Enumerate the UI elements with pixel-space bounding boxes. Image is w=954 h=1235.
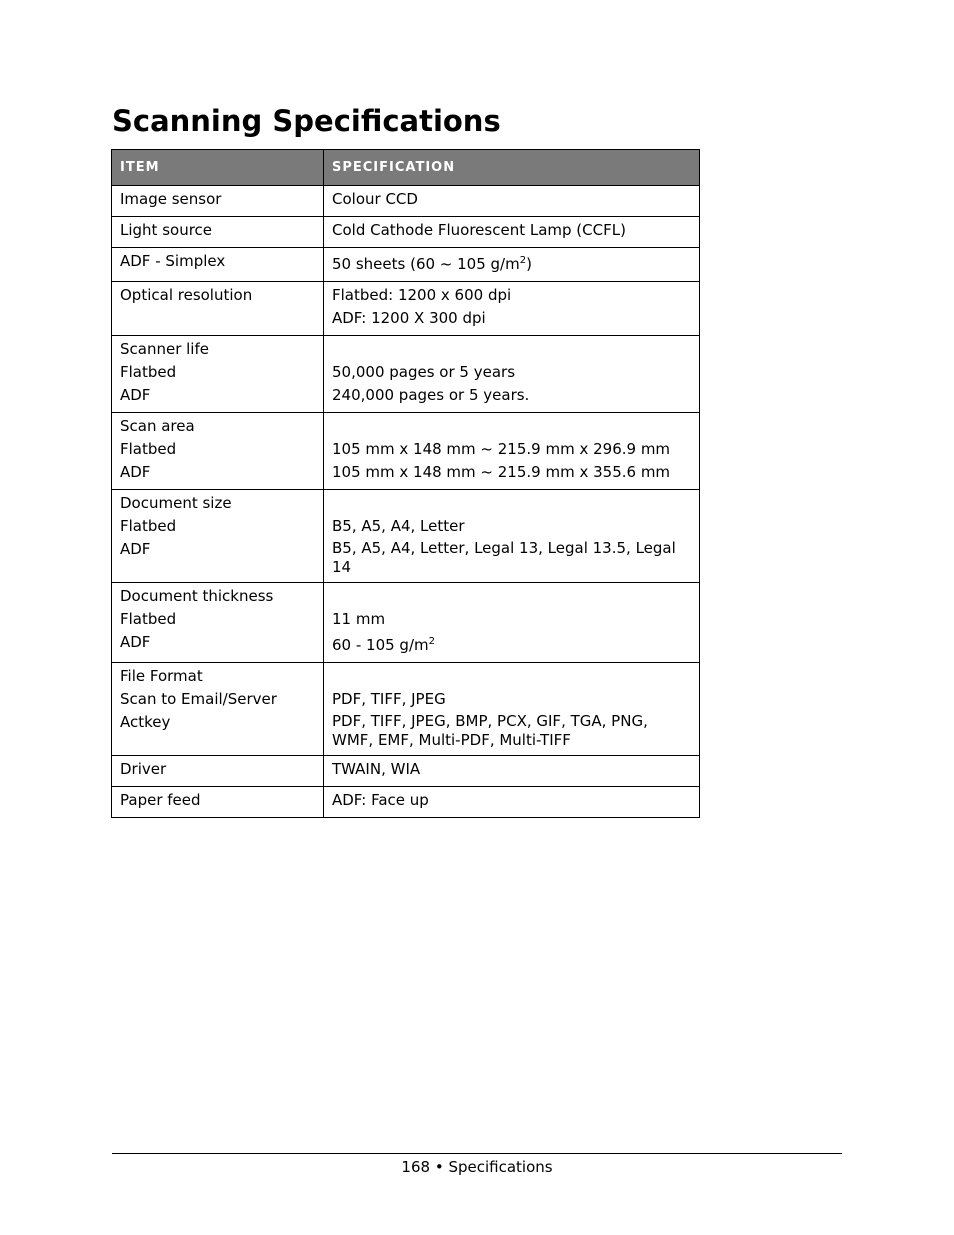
item-cell — [112, 248, 324, 282]
item-label: Image sensor — [120, 190, 222, 208]
footer-separator: • — [434, 1158, 444, 1176]
spec-cell — [324, 282, 700, 336]
spec-cell — [324, 490, 700, 583]
spec-value: PDF, TIFF, JPEG — [332, 690, 446, 708]
item-sublabel: ADF — [120, 386, 151, 404]
spec-text: 60 - 105 g/m — [332, 636, 429, 654]
item-sublabel: ADF — [120, 540, 151, 558]
item-cell — [112, 663, 324, 756]
spec-cell — [324, 663, 700, 756]
item-cell — [112, 490, 324, 583]
table-row — [112, 186, 700, 217]
spec-value: B5, A5, A4, Letter, Legal 13, Legal 13.5, Legal 14 — [332, 539, 676, 576]
spec-value: ADF: Face up — [332, 791, 429, 809]
table-row — [112, 282, 700, 336]
item-cell — [112, 336, 324, 413]
table-row — [112, 583, 700, 663]
item-label: Document size — [120, 494, 232, 512]
spec-value: TWAIN, WIA — [332, 760, 421, 778]
item-label: Optical resolution — [120, 286, 253, 304]
spec-value: B5, A5, A4, Letter — [332, 517, 465, 535]
item-cell — [112, 583, 324, 663]
page-title: Scanning Specifications — [112, 104, 501, 138]
spec-value: Flatbed: 1200 x 600 dpi — [332, 286, 512, 304]
table-row — [112, 413, 700, 490]
page-footer — [112, 1156, 842, 1178]
column-header-specification: SPECIFICATION — [324, 150, 700, 186]
item-cell — [112, 413, 324, 490]
item-label: Scan area — [120, 417, 195, 435]
spec-cell — [324, 787, 700, 818]
footer-section: Specifications — [448, 1158, 553, 1176]
table-row — [112, 663, 700, 756]
item-cell — [112, 282, 324, 336]
item-label: Document thickness — [120, 587, 274, 605]
table-row — [112, 248, 700, 282]
item-label: File Format — [120, 667, 203, 685]
spec-cell — [324, 756, 700, 787]
table-header-row — [112, 150, 700, 186]
spec-value: 105 mm x 148 mm ~ 215.9 mm x 355.6 mm — [332, 463, 671, 481]
item-cell — [112, 186, 324, 217]
spec-cell — [324, 413, 700, 490]
item-sublabel: Flatbed — [120, 517, 177, 535]
spec-value: 240,000 pages or 5 years. — [332, 386, 530, 404]
specifications-table — [111, 149, 700, 818]
item-cell — [112, 217, 324, 248]
spec-cell — [324, 186, 700, 217]
table-row — [112, 336, 700, 413]
spec-value: Colour CCD — [332, 190, 418, 208]
item-sublabel: Flatbed — [120, 610, 177, 628]
spec-value: ADF: 1200 X 300 dpi — [332, 309, 486, 327]
column-header-item: ITEM — [112, 150, 324, 186]
item-sublabel: ADF — [120, 633, 151, 651]
spec-cell — [324, 336, 700, 413]
spec-text: 50 sheets (60 ~ 105 g/m — [332, 255, 520, 273]
spec-value: PDF, TIFF, JPEG, BMP, PCX, GIF, TGA, PNG, WMF, EMF, Multi-PDF, Multi-TIFF — [332, 712, 648, 749]
item-label: Light source — [120, 221, 213, 239]
superscript: 2 — [428, 636, 435, 647]
spec-value — [332, 253, 691, 276]
superscript: 2 — [519, 255, 527, 266]
item-label: Scanner life — [120, 340, 209, 358]
item-label: ADF - Simplex — [120, 252, 226, 270]
spec-value: Cold Cathode Fluorescent Lamp (CCFL) — [332, 221, 626, 239]
table-row — [112, 217, 700, 248]
spec-value — [332, 634, 691, 657]
spec-value: 105 mm x 148 mm ~ 215.9 mm x 296.9 mm — [332, 440, 671, 458]
table-row — [112, 490, 700, 583]
item-sublabel: ADF — [120, 463, 151, 481]
table-row — [112, 787, 700, 818]
spec-text: ) — [526, 255, 532, 273]
spec-cell — [324, 583, 700, 663]
item-sublabel: Flatbed — [120, 440, 177, 458]
spec-cell — [324, 217, 700, 248]
footer-divider — [112, 1153, 842, 1154]
spec-value: 50,000 pages or 5 years — [332, 363, 516, 381]
table-row — [112, 756, 700, 787]
spec-value: 11 mm — [332, 610, 386, 628]
item-label: Paper feed — [120, 791, 201, 809]
item-cell — [112, 756, 324, 787]
item-sublabel: Scan to Email/Server — [120, 690, 277, 708]
spec-cell — [324, 248, 700, 282]
item-label: Driver — [120, 760, 167, 778]
item-cell — [112, 787, 324, 818]
item-sublabel: Flatbed — [120, 363, 177, 381]
item-sublabel: Actkey — [120, 713, 171, 731]
page-number: 168 — [401, 1158, 431, 1176]
